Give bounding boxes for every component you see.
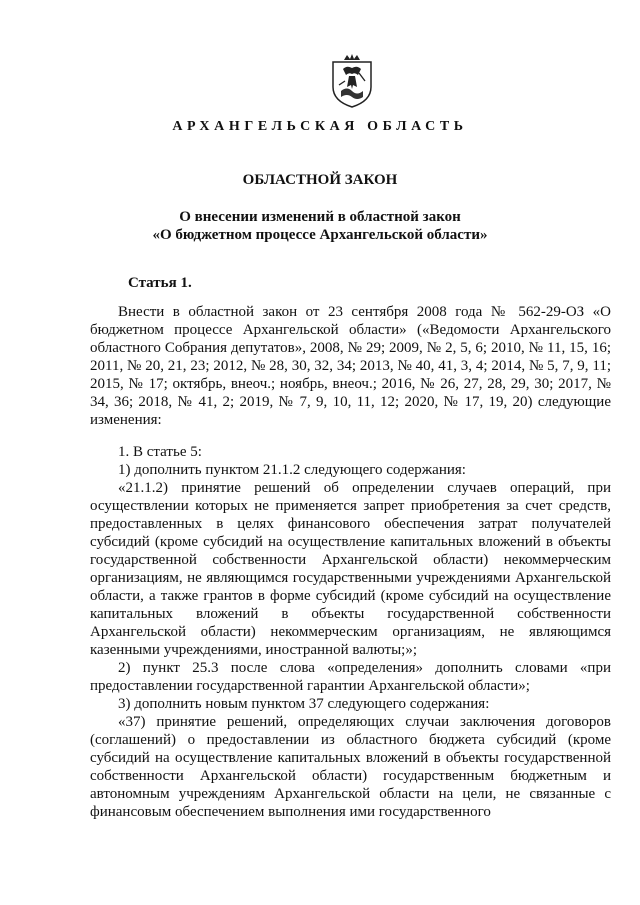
- paragraph-item-1: 1. В статье 5:: [118, 444, 202, 460]
- document-title-line-1: О внесении изменений в областной закон: [179, 209, 461, 225]
- document-title: [0, 208, 640, 244]
- paragraph-subitem-1: 1) дополнить пунктом 21.1.2 следующего содержания:: [118, 462, 466, 478]
- intro-paragraph: Внести в областной закон от 23 сентября 2008 года № 562-29-ОЗ «О бюджетном процессе Архангельской области» («Ведомости Архангельского областного Собрания депутатов», 2008, № 29; 2009, № 2, 5, 6; 2010, № 11, 15, 16; 2011, № 20, 21, 23; 2012, № 28, 30, 32, 34; 2013, № 40, 41, 3, 4; 2014, № 5, 7, 9, 11; 2015, № 17; октябрь, внеоч.; ноябрь, внеоч.; 2016, № 26, 27, 28, 29, 30; 2017, № 34, 36; 2018, № 41, 2; 2019, № 7, 9, 10, 11, 12; 2020, № 17, 19, 20) следующие изменения:: [90, 304, 611, 428]
- article-body: [90, 303, 611, 821]
- paragraph-point-21-1-2: «21.1.2) принятие решений об определении случаев операций, при осуществлении которых не применяется запрет приобретения за счет средств, предоставленных в целях финансового обеспечения затрат получателей субсидий (кроме субсидий на осуществление капитальных вложений в объекты государственной собственности Архангельской области) некоммерческим организациям, не являющимся государственными учреждениями Архангельской области, а также грантов в форме субсидий (кроме субсидий на осуществление капитальных вложений в объекты государственной собственности Архангельской области) некоммерческим организациям, не являющимся казенными учреждениями, иностранной валюты;»;: [90, 480, 611, 658]
- document-title-line-2: «О бюджетном процессе Архангельской области»: [152, 227, 488, 243]
- paragraph-subitem-3: 3) дополнить новым пунктом 37 следующего содержания:: [118, 696, 490, 712]
- article-heading: Статья 1.: [128, 275, 192, 291]
- paragraph-point-37: «37) принятие решений, определяющих случаи заключения договоров (соглашений) о предоставлении из областного бюджета субсидий (кроме субсидий на осуществление капитальных вложений в объекты государственной собственности Архангельской области) государственным бюджетным и автономным учреждениям Архангельской области на цели, не связанные с финансовым обеспечением выполнения ими государственного: [90, 714, 611, 820]
- coat-of-arms-icon: [327, 53, 377, 109]
- document-type: ОБЛАСТНОЙ ЗАКОН: [242, 172, 398, 188]
- paragraph-subitem-2: 2) пункт 25.3 после слова «определения» дополнить словами «при предоставлении государственной гарантии Архангельской области»;: [90, 660, 611, 694]
- region-name: АРХАНГЕЛЬСКАЯ ОБЛАСТЬ: [172, 119, 468, 134]
